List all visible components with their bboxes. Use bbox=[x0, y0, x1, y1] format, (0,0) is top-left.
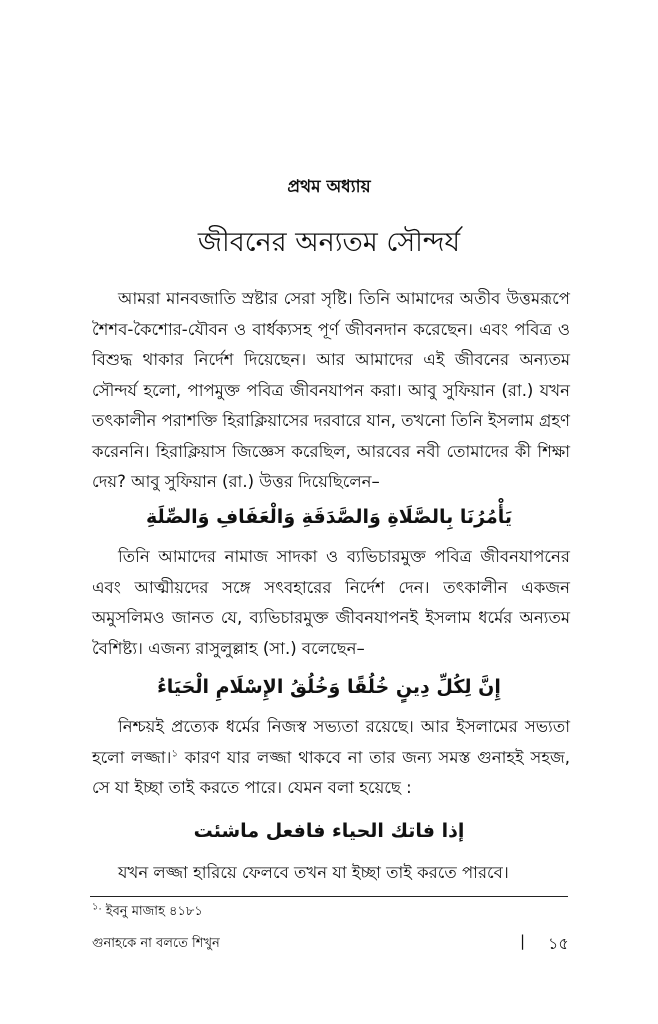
paragraph-third-part1: নিশ্চয়ই প্রত্যেক ধর্মের নিজস্ব সভ্যতা রয়েছে। আর ইসলামের সভ্যতা হলো লজ্জা। bbox=[92, 717, 570, 767]
paragraph-second: তিনি আমাদের নামাজ সাদকা ও ব্যভিচারমুক্ত পবিত্র জীবনযাপনের এবং আত্মীয়দের সঙ্গে সৎবহারের নির্দেশ দেন। তৎকালীন একজন অমুসলিমও জানত যে, ব্যভিচারমুক্ত জীবনযাপনই ইসলাম ধর্মের অন্যতম বৈশিষ্ট্য। এজন্য রাসুলুল্লাহ (সা.) বলেছেন– bbox=[92, 547, 570, 658]
footnote-ref: ১ bbox=[171, 748, 178, 759]
paragraph-third bbox=[92, 712, 570, 804]
page-number: ১৫ bbox=[548, 934, 569, 953]
arabic-quote-1: يَأْمُرُنَا بِالصَّلَاةِ وَالصَّدَقَةِ وَالْعَفَافِ وَالصِّلَةِ bbox=[146, 506, 512, 528]
footer-separator: | bbox=[520, 932, 526, 950]
footnote-text: ইবনু মাজাহ ৪১৮১ bbox=[101, 904, 203, 919]
chapter-label: প্রথম অধ্যায় bbox=[287, 177, 371, 197]
chapter-title: জীবনের অন্যতম সৌন্দর্য bbox=[197, 227, 461, 258]
footnote-marker: ১. bbox=[92, 901, 102, 913]
arabic-quote-2: إِنَّ لِكُلِّ دِينٍ خُلُقًا وَخُلُقُ الإِسْلَامِ الْحَيَاءُ bbox=[157, 676, 501, 698]
footer-book-title: গুনাহকে না বলতে শিখুন bbox=[92, 936, 220, 951]
paragraph-intro: আমরা মানবজাতি স্রষ্টার সেরা সৃষ্টি। তিনি আমাদের অতীব উত্তমরূপে শৈশব-কৈশোর-যৌবন ও বার্ধক্যসহ পূর্ণ জীবনদান করেছেন। এবং পবিত্র ও বিশুদ্ধ থাকার নির্দেশ দিয়েছেন। আর আমাদের এই জীবনের অন্যতম সৌন্দর্য হলো, পাপমুক্ত পবিত্র জীবনযাপন করা। আবু সুফিয়ান (রা.) যখন তৎকালীন পরাশক্তি হিরাক্লিয়াসের দরবারে যান, তখনো তিনি ইসলাম গ্রহণ করেননি। হিরাক্লিয়াস জিজ্ঞেস করেছিল, আরবের নবী তোমাদের কী শিক্ষা দেয়? আবু সুফিয়ান (রা.) উত্তর দিয়েছিলেন– bbox=[92, 289, 570, 491]
footnote bbox=[92, 902, 203, 923]
arabic-quote-3: إذا فاتك الحياء فافعل ماشئت bbox=[193, 820, 465, 842]
paragraph-fourth: যখন লজ্জা হারিয়ে ফেলবে তখন যা ইচ্ছা তাই করতে পারবে। bbox=[118, 863, 509, 882]
paragraph-third-part2: কারণ যার লজ্জা থাকবে না তার জন্য সমস্ত গুনাহই সহজ, সে যা ইচ্ছা তাই করতে পারে। যেমন বলা হয়েছে : bbox=[92, 747, 570, 797]
footnote-divider bbox=[90, 896, 568, 897]
